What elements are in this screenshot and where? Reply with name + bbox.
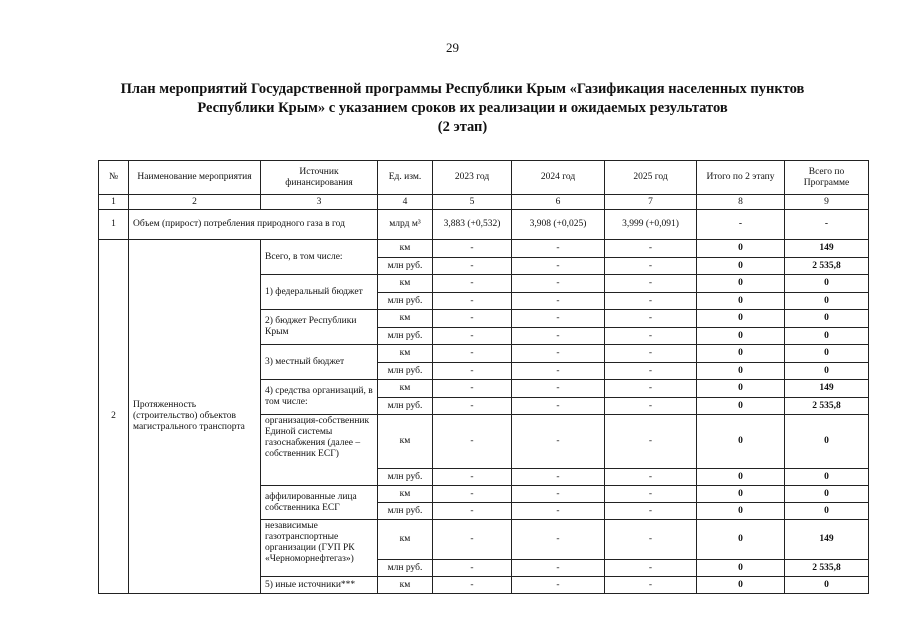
cell-unit: км [378, 415, 433, 469]
title-line-1: План мероприятий Государственной программы Республики Крым «Газификация населенных пунктов [120, 81, 805, 97]
header-2024: 2024 год [512, 161, 605, 195]
cell-unit: млн руб. [378, 560, 433, 577]
cell-y2025: - [605, 577, 697, 594]
cell-stage: 0 [697, 363, 785, 380]
cell-y2024: - [512, 577, 605, 594]
cell-y2023: - [433, 380, 512, 398]
row1-2023: 3,883 (+0,532) [433, 210, 512, 240]
cell-stage: 0 [697, 328, 785, 345]
cell-program: 0 [785, 486, 869, 503]
cell-y2023: - [433, 469, 512, 486]
column-number-row [99, 195, 869, 210]
cell-y2024: - [512, 415, 605, 469]
cell-y2023: - [433, 293, 512, 310]
header-unit: Ед. изм. [378, 161, 433, 195]
cell-program: 2 535,8 [785, 560, 869, 577]
cell-y2023: - [433, 258, 512, 275]
cell-y2025: - [605, 258, 697, 275]
cell-y2024: - [512, 486, 605, 503]
col-number: 2 [129, 195, 261, 210]
cell-y2024: - [512, 560, 605, 577]
cell-y2024: - [512, 398, 605, 415]
cell-y2025: - [605, 363, 697, 380]
row1-unit [378, 210, 433, 240]
cell-stage: 0 [697, 380, 785, 398]
cell-stage: 0 [697, 560, 785, 577]
page-number: 29 [446, 40, 459, 55]
financing-source: 3) местный бюджет [261, 345, 378, 380]
cell-y2023: - [433, 328, 512, 345]
header-total-stage: Итого по 2 этапу [697, 161, 785, 195]
financing-source: Всего, в том числе: [261, 240, 378, 275]
cell-program: 0 [785, 415, 869, 469]
cell-program: 0 [785, 503, 869, 520]
cell-unit: км [378, 240, 433, 258]
cell-program: 149 [785, 240, 869, 258]
cell-y2025: - [605, 328, 697, 345]
row2-no: 2 [99, 240, 129, 594]
col-number: 3 [261, 195, 378, 210]
row1-total-program: - [785, 210, 869, 240]
cell-program: 2 535,8 [785, 398, 869, 415]
cell-y2024: - [512, 328, 605, 345]
cell-program: 2 535,8 [785, 258, 869, 275]
row1-total-stage: - [697, 210, 785, 240]
cell-y2025: - [605, 560, 697, 577]
cell-unit: км [378, 310, 433, 328]
cell-unit: млн руб. [378, 469, 433, 486]
cell-y2024: - [512, 469, 605, 486]
cell-y2023: - [433, 560, 512, 577]
cell-y2025: - [605, 310, 697, 328]
cell-stage: 0 [697, 503, 785, 520]
cell-stage: 0 [697, 258, 785, 275]
cell-stage: 0 [697, 345, 785, 363]
cell-program: 149 [785, 520, 869, 560]
cell-y2025: - [605, 486, 697, 503]
financing-source: 4) средства организаций, в том числе: [261, 380, 378, 415]
cell-y2024: - [512, 380, 605, 398]
financing-source: независимые газотранспортные организации (ГУП РК «Черноморнефтегаз») [261, 520, 378, 577]
header-2023: 2023 год [433, 161, 512, 195]
cell-unit: млн руб. [378, 363, 433, 380]
cell-program: 0 [785, 310, 869, 328]
row1-2024: 3,908 (+0,025) [512, 210, 605, 240]
cell-y2024: - [512, 275, 605, 293]
header-2025: 2025 год [605, 161, 697, 195]
cell-y2025: - [605, 398, 697, 415]
cell-stage: 0 [697, 310, 785, 328]
cell-stage: 0 [697, 398, 785, 415]
cell-y2025: - [605, 503, 697, 520]
cell-y2023: - [433, 310, 512, 328]
cell-program: 0 [785, 363, 869, 380]
header-row [99, 161, 869, 195]
cell-program: 0 [785, 345, 869, 363]
cell-stage: 0 [697, 415, 785, 469]
cell-y2023: - [433, 275, 512, 293]
cell-y2023: - [433, 486, 512, 503]
cell-unit: млн руб. [378, 258, 433, 275]
cell-unit: км [378, 380, 433, 398]
cell-y2025: - [605, 469, 697, 486]
table-row [99, 240, 869, 258]
header-name: Наименование мероприятия [129, 161, 261, 195]
financing-source: аффилированные лица собственника ЕСГ [261, 486, 378, 520]
col-number: 4 [378, 195, 433, 210]
cell-y2025: - [605, 520, 697, 560]
cell-unit: млн руб. [378, 398, 433, 415]
title-line-2: Республики Крым» с указанием сроков их реализации и ожидаемых результатов [197, 100, 728, 116]
financing-source: 5) иные источники*** [261, 577, 378, 594]
cell-y2025: - [605, 380, 697, 398]
financing-source: 2) бюджет Республики Крым [261, 310, 378, 345]
cell-y2023: - [433, 415, 512, 469]
financing-source: 1) федеральный бюджет [261, 275, 378, 310]
cell-unit: км [378, 275, 433, 293]
row1-no: 1 [99, 210, 129, 240]
cell-unit: млн руб. [378, 293, 433, 310]
cell-y2024: - [512, 503, 605, 520]
header-source: Источник финансирования [261, 161, 378, 195]
cell-unit: км [378, 345, 433, 363]
cell-program: 0 [785, 275, 869, 293]
cell-y2023: - [433, 503, 512, 520]
cell-program: 0 [785, 469, 869, 486]
table-row-1 [99, 210, 869, 240]
row1-name: Объем (прирост) потребления природного газа в год [129, 210, 378, 240]
cell-unit: млн руб. [378, 503, 433, 520]
cell-stage: 0 [697, 486, 785, 503]
cell-y2023: - [433, 345, 512, 363]
cell-unit: млн руб. [378, 328, 433, 345]
cell-y2023: - [433, 398, 512, 415]
row1-2025: 3,999 (+0,091) [605, 210, 697, 240]
header-no: № [99, 161, 129, 195]
cell-y2025: - [605, 415, 697, 469]
col-number: 7 [605, 195, 697, 210]
cell-program: 0 [785, 293, 869, 310]
document-title [60, 80, 865, 137]
header-total-program: Всего по Программе [785, 161, 869, 195]
cell-y2023: - [433, 520, 512, 560]
cell-stage: 0 [697, 293, 785, 310]
plan-table [98, 160, 869, 594]
cell-program: 149 [785, 380, 869, 398]
cell-stage: 0 [697, 275, 785, 293]
cell-y2025: - [605, 240, 697, 258]
cell-unit: км [378, 577, 433, 594]
cell-y2025: - [605, 275, 697, 293]
cell-program: 0 [785, 577, 869, 594]
title-line-3: (2 этап) [437, 119, 488, 135]
cell-y2023: - [433, 240, 512, 258]
cell-unit: км [378, 520, 433, 560]
financing-source: организация-собственник Единой системы газоснабжения (далее – собственник ЕСГ) [261, 415, 378, 486]
cell-y2024: - [512, 310, 605, 328]
cell-y2024: - [512, 258, 605, 275]
cell-stage: 0 [697, 469, 785, 486]
col-number: 9 [785, 195, 869, 210]
col-number: 6 [512, 195, 605, 210]
cell-program: 0 [785, 328, 869, 345]
cell-stage: 0 [697, 240, 785, 258]
cell-y2024: - [512, 363, 605, 380]
row2-name: Протяженность (строительство) объектов магистрального транспорта [129, 240, 261, 594]
cell-y2023: - [433, 577, 512, 594]
col-number: 8 [697, 195, 785, 210]
col-number: 5 [433, 195, 512, 210]
cell-y2024: - [512, 293, 605, 310]
cell-y2025: - [605, 345, 697, 363]
cell-y2024: - [512, 240, 605, 258]
cell-y2024: - [512, 345, 605, 363]
cell-y2025: - [605, 293, 697, 310]
cell-y2024: - [512, 520, 605, 560]
cell-stage: 0 [697, 577, 785, 594]
cell-stage: 0 [697, 520, 785, 560]
cell-y2023: - [433, 363, 512, 380]
row1-unit-text: млрд м³ [389, 219, 421, 229]
cell-unit: км [378, 486, 433, 503]
col-number: 1 [99, 195, 129, 210]
